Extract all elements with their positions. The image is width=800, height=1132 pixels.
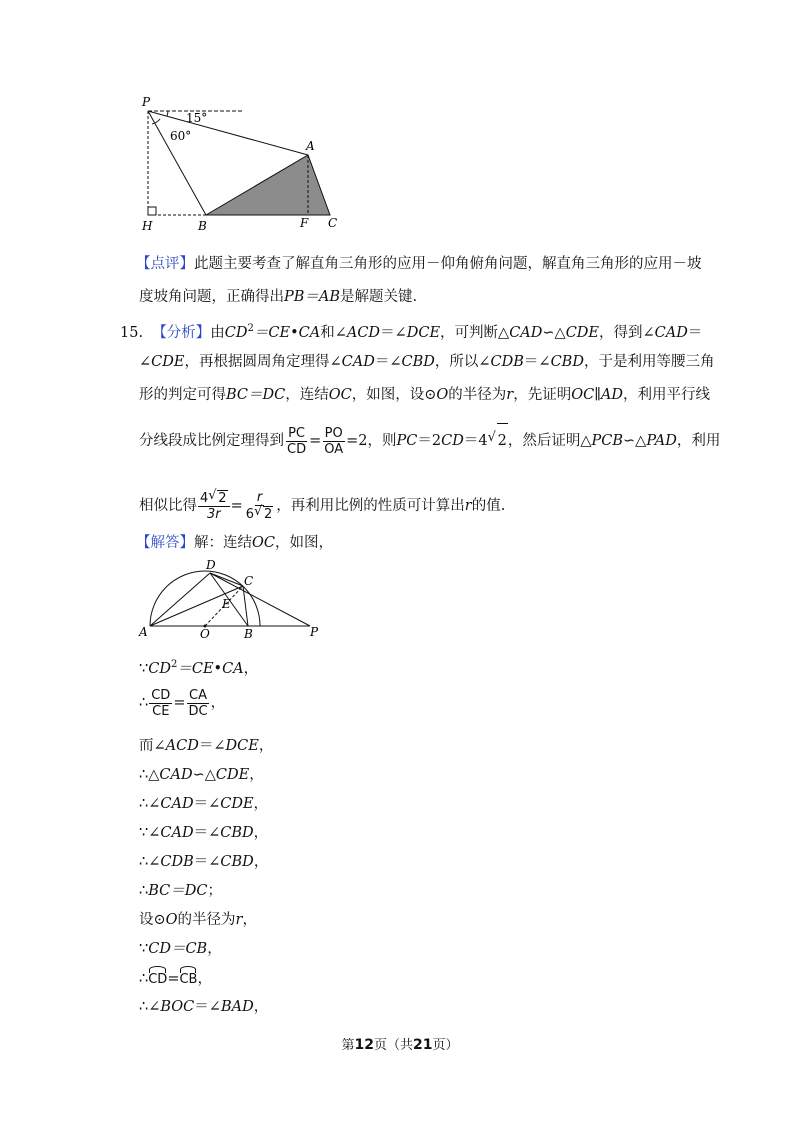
t: OA [324,441,344,457]
arc-cb: CB [179,966,197,991]
t: 解：连结 [194,535,252,551]
t: 4 [200,491,209,506]
t: 第 [341,1038,355,1053]
comment-line-1 [136,253,702,275]
analysis-line-1 [120,318,702,344]
t: O [436,387,449,403]
answer-intro [136,532,333,554]
t: CDE [215,767,250,783]
t: OC [328,387,352,403]
t: = [230,498,243,514]
arc-cd: CD [148,966,167,991]
step-7 [139,851,268,873]
t: ∴ [139,695,149,711]
t: ＝∠ [380,324,407,341]
t: CBD [220,825,254,841]
t: ＝∠ [523,354,551,370]
t: ，得到∠ [599,324,655,341]
t: ∴ [139,883,149,899]
step-3 [139,735,273,757]
t: CAD [160,796,194,812]
t: CD [224,324,248,341]
t: ，如图， [274,535,333,551]
step-12 [139,996,268,1018]
analysis-line-5 [139,486,505,526]
t: CE [152,703,170,719]
step-4 [139,764,264,786]
t: CAD [160,825,194,841]
t: ＝ [687,324,703,341]
t: ，可判断△ [440,324,510,341]
t: ， [253,999,269,1015]
t: 的半径为 [448,387,507,403]
t: CDE [565,324,600,341]
t: DCE [406,324,441,341]
shaded-slope-region [206,155,330,215]
t: ， [253,825,269,841]
figure-elevation-diagram [138,94,348,234]
t: ∽△ [192,767,216,783]
step-5 [139,793,268,815]
t: = [309,433,322,449]
fraction-po-oa [322,426,345,457]
t: 3r [206,507,221,522]
label-e: E [222,597,231,611]
t: ∴△ [139,767,160,783]
label-o: O [200,627,210,641]
t: ，然后证明△ [507,433,592,449]
t: 形的判定可得 [139,387,226,403]
step-1 [139,654,258,680]
t: ＝∠ [374,354,402,370]
t: ，于是利用等腰三角 [583,354,715,370]
t: DCE [225,738,259,754]
t: ＝∠ [193,796,221,812]
t: r [256,490,263,505]
step-10 [139,938,222,960]
label-p: P [310,625,319,639]
right-angle-mark [148,207,156,215]
t: 的半径为 [177,912,236,928]
label-a: A [306,139,315,153]
step-9 [139,909,257,931]
t: ，所以∠ [434,354,491,370]
t: 分线段成比例定理得到 [139,433,284,449]
t: ＝∠ [193,854,221,870]
t: 2 [247,323,254,334]
t: CAD [509,324,543,341]
t: CAD [341,354,375,370]
t: CD [287,441,307,457]
t: ， [258,738,274,754]
t: 2 [170,659,178,670]
total-pages: 21 [413,1037,433,1053]
comment-text-1: 此题主要考查了解直角三角形的应用－仰角俯角问题，解直角三角形的应用－坡 [194,256,702,272]
t: CDE [220,796,254,812]
label-p: P [142,95,151,109]
t: CA [189,687,208,703]
figure-circle-diagram [138,556,328,642]
t: ∴ [139,971,149,987]
label-angle-15: 15° [186,111,208,125]
t: OC∥AD [571,387,623,403]
fraction-ratio-1 [198,490,230,522]
t: ∴∠ [139,999,161,1015]
t: √ 2 [497,423,508,458]
t: ，利用平行线 [623,387,710,403]
t: BC＝DC [148,883,208,899]
t: PCB [591,433,623,449]
t: r [506,387,514,403]
t: BOC [160,999,195,1015]
label-c: C [328,216,338,230]
t: PO [324,425,343,441]
t: CD [441,433,464,449]
t: O [165,912,178,928]
t: ∴∠ [139,796,161,812]
t: ＝∠ [194,999,221,1015]
label-b: B [244,627,253,641]
t: ， [243,660,259,677]
t: ， [242,912,257,928]
label-d: D [206,558,216,572]
t: ∴∠ [139,854,161,870]
comment-text-2b: 是解题关键. [340,289,418,305]
t: ＝4 [463,433,488,449]
line-pb [148,111,206,215]
label-a: A [139,625,148,639]
t: CD [148,660,171,677]
t: DC [188,703,208,719]
page-number: 12 [354,1037,374,1053]
t: √ 2 [263,506,273,522]
t: CDB [490,354,524,370]
comment-math: PB＝AB [284,289,341,305]
t: PC [396,433,418,449]
t: ， [207,941,222,957]
t: ＝CE•CA [177,660,244,677]
t: CAD [654,324,688,341]
t: =2，则 [346,433,397,449]
t: ∠ [139,354,152,370]
t: ∵ [139,941,149,957]
step-2 [139,685,225,721]
t: ，再利用比例的性质可计算出 [276,498,465,514]
t: ，再根据圆周角定理得∠ [184,354,342,370]
t: CDE [151,354,185,370]
t: √ 2 [217,490,227,506]
t: ACD [165,738,199,754]
t: ，利用 [676,433,721,449]
t: PAD [646,433,677,449]
t: ， [210,695,226,711]
t: = [173,695,186,711]
t: ； [207,883,222,899]
t: 和∠ [320,324,347,341]
t: BAD [220,999,254,1015]
t: ＝∠ [198,738,226,754]
fraction-cd-ce [149,688,172,719]
t: ∽△ [542,324,566,341]
fraction-ratio-2 [244,490,276,522]
t: CBD [550,354,584,370]
label-angle-60: 60° [170,129,192,143]
t: ∽△ [623,433,647,449]
t: 6 [245,507,254,522]
comment-text-2a: 度坡角问题，正确得出 [139,289,284,305]
label-b: B [198,219,207,233]
t: BC＝DC [226,387,286,403]
t: ＝CE•CA [253,324,321,341]
label-c: C [244,574,254,588]
t: ， [249,767,264,783]
t: OC [252,535,275,551]
page-footer [0,1034,800,1053]
analysis-line-3 [139,384,710,406]
analysis-line-4 [139,423,720,458]
step-8 [139,880,222,902]
t: PC [288,425,305,441]
fraction-ca-dc [186,688,209,719]
t: ACD [346,324,381,341]
fraction-pc-cd [285,426,308,457]
t: CD [151,687,171,703]
t: 而∠ [139,738,166,754]
t: 设⊙ [139,912,166,928]
t: CDB [160,854,194,870]
t: ， [253,796,269,812]
t: 相似比得 [139,498,197,514]
t: CBD [220,854,254,870]
step-6 [139,822,268,844]
comment-line-2 [139,286,417,308]
question-number: 15. [120,324,144,341]
t: r [464,498,472,514]
t: r [235,912,243,928]
t: ＝∠ [193,825,221,841]
t: ，先证明 [513,387,572,403]
t: = [167,971,180,987]
answer-tag: 【解答】 [136,535,194,551]
line-ad [150,573,210,626]
t: ， [253,854,269,870]
t: CD＝CB [148,941,208,957]
label-f: F [300,216,309,230]
t: ，连结 [285,387,329,403]
analysis-tag: 【分析】 [152,324,211,341]
t: ∵ [139,660,149,677]
t: 的值. [471,498,506,514]
t: 页） [432,1038,459,1053]
t: ， [197,971,212,987]
label-h: H [142,219,153,233]
angle-arc-15 [167,111,168,116]
t: 由 [210,324,225,341]
step-11 [139,966,212,991]
sqrt [488,423,508,458]
t: ∵∠ [139,825,161,841]
analysis-line-2 [139,351,714,373]
t: ，如图，设⊙ [351,387,437,403]
t: CAD [159,767,193,783]
t: 页（共 [373,1038,413,1053]
t: CBD [401,354,435,370]
comment-tag: 【点评】 [136,256,194,272]
t: ＝2 [417,433,442,449]
